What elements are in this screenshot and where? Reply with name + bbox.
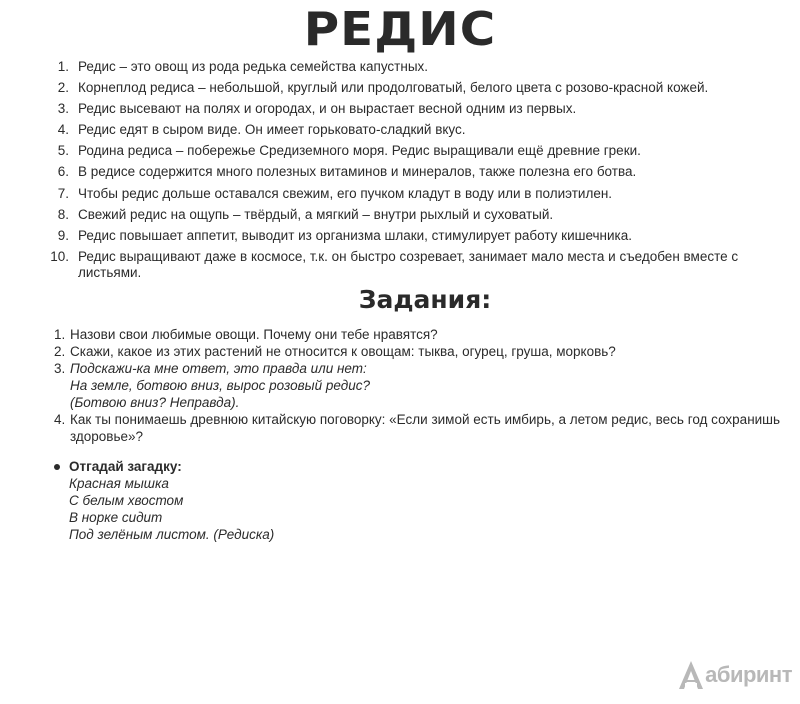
item-text: Свежий редис на ощупь – твёрдый, а мягкий – внутри рыхлый и суховатый. (78, 206, 554, 222)
item-number: 7. (57, 185, 69, 201)
item-number: 6. (57, 164, 69, 180)
item-text: Редис высевают на полях и огородах, и он вырастает весной одним из первых. (78, 101, 577, 117)
logo-letter-icon (678, 660, 704, 690)
task-number: 3. (54, 361, 66, 376)
logo-text: абиринт (705, 662, 792, 687)
riddle-line: Под зелёным листом. (Редиска) (69, 527, 275, 542)
task-text: Назови свои любимые овощи. Почему они тебе нравятся? (70, 327, 438, 342)
list-item (44, 143, 796, 159)
item-text: Родина редиса – побережье Средиземного моря. Редис выращивали ещё древние греки. (78, 143, 641, 159)
page-title: РЕДИС (303, 2, 497, 56)
list-item (44, 101, 796, 117)
item-number: 2. (57, 80, 69, 96)
task-item (54, 343, 796, 360)
riddle-line: С белым хвостом (69, 493, 184, 508)
item-number: 8. (57, 206, 69, 222)
list-item (44, 80, 796, 96)
poem-line: Подскажи-ка мне ответ, это правда или нет: (70, 361, 367, 376)
labirint-logo (678, 660, 792, 690)
list-item (44, 164, 796, 180)
task-number: 4. (54, 412, 66, 427)
item-text: В редисе содержится много полезных витаминов и минералов, также полезна его ботва. (78, 164, 637, 180)
riddle-line: В норке сидит (69, 510, 163, 525)
item-number: 4. (57, 122, 69, 138)
item-text: Чтобы редис дольше оставался свежим, его пучком кладут в воду или в полиэтилен. (78, 185, 613, 201)
riddle-heading: Отгадай загадку: (69, 459, 182, 474)
riddle-text (54, 475, 454, 543)
item-number: 1. (57, 59, 69, 74)
riddle-heading-row (54, 458, 454, 475)
task-item (54, 326, 796, 343)
list-item (44, 122, 796, 138)
item-number: 9. (57, 227, 69, 243)
item-text: Редис – это овощ из рода редька семейства капустных. (78, 59, 429, 74)
task-item (54, 360, 796, 411)
task-number: 2. (54, 344, 66, 359)
list-item (44, 207, 796, 223)
task-text: Как ты понимаешь древнюю китайскую поговорку: «Если зимой есть имбирь, а летом редис, весь год сохранишь здоровье»? (70, 412, 781, 444)
list-item (44, 228, 796, 244)
list-item (44, 186, 796, 202)
facts-list (44, 59, 796, 286)
item-number: 3. (57, 101, 69, 117)
list-item (44, 59, 796, 75)
bullet-icon (54, 464, 60, 470)
riddle-block (54, 458, 454, 543)
tasks-heading: Задания: (358, 285, 492, 314)
tasks-list (54, 326, 796, 445)
task-poem (70, 360, 796, 411)
list-item (44, 249, 796, 281)
item-text: Редис повышает аппетит, выводит из организма шлаки, стимулирует работу кишечника. (78, 227, 633, 243)
poem-answer: (Ботвою вниз? Неправда). (70, 395, 240, 410)
item-number: 5. (57, 143, 69, 159)
riddle-line: Красная мышка (69, 476, 169, 491)
item-number: 10. (50, 248, 69, 264)
item-text: Корнеплод редиса – небольшой, круглый или продолговатый, белого цвета с розово-красной кожей. (78, 80, 709, 96)
poem-line: На земле, ботвою вниз, вырос розовый редис? (70, 378, 370, 393)
item-text: Редис выращивают даже в космосе, т.к. он быстро созревает, занимает мало места и съедобен вместе с листьями. (78, 248, 739, 280)
task-text: Скажи, какое из этих растений не относится к овощам: тыква, огурец, груша, морковь? (70, 344, 616, 359)
task-number: 1. (54, 327, 66, 342)
task-item (54, 411, 796, 445)
item-text: Редис едят в сыром виде. Он имеет горьковато-сладкий вкус. (78, 122, 466, 138)
